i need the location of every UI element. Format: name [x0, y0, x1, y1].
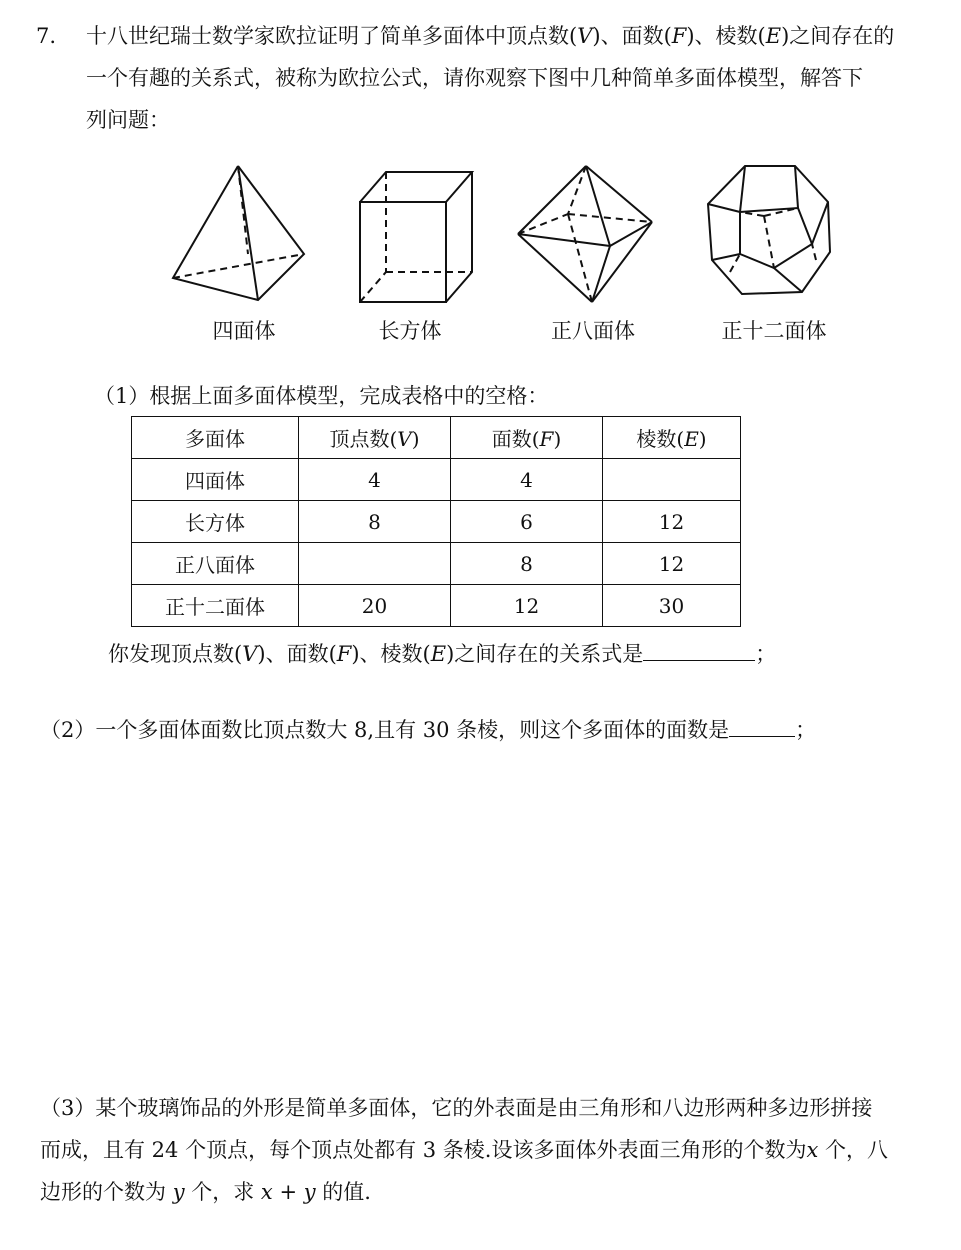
intro-line-2: 一个有趣的关系式，被称为欧拉公式，请你观察下图中几种简单多面体模型，解答下 [86, 66, 863, 90]
figure-label-octahedron: 正八面体 [551, 319, 635, 343]
intro-line-3: 列问题： [86, 108, 170, 132]
header-edges: 棱数(E) [603, 417, 741, 459]
cell-name: 正十二面体 [132, 585, 299, 627]
question-number: 7. [36, 24, 57, 48]
cell-name: 四面体 [132, 459, 299, 501]
cell-name: 长方体 [132, 501, 299, 543]
cell-name: 正八面体 [132, 543, 299, 585]
cell-edges: 30 [603, 585, 741, 627]
dodecahedron-icon [700, 156, 840, 304]
cell-faces: 4 [451, 459, 603, 501]
figure-label-dodecahedron: 正十二面体 [721, 319, 827, 343]
cell-edges-blank[interactable] [603, 459, 741, 501]
intro-line-1: 十八世纪瑞士数学家欧拉证明了简单多面体中顶点数(V)、面数(F)、棱数(E)之间存在的 [86, 24, 895, 48]
cell-faces: 8 [451, 543, 603, 585]
cell-vertices-blank[interactable] [299, 543, 451, 585]
table-header-row [132, 417, 741, 459]
table-row [132, 585, 741, 627]
table-row [132, 459, 741, 501]
cell-edges: 12 [603, 543, 741, 585]
part2-question: （2）一个多面体面数比顶点数大 8,且有 30 条棱，则这个多面体的面数是 ； [40, 718, 817, 742]
part1-relation: 你发现顶点数(V)、面数(F)、棱数(E)之间存在的关系式是 ； [108, 642, 777, 666]
cuboid-icon [354, 166, 480, 306]
header-faces: 面数(F) [451, 417, 603, 459]
figure-label-tetrahedron: 四面体 [212, 319, 276, 343]
header-vertices: 顶点数(V) [299, 417, 451, 459]
face-count-answer-blank[interactable] [729, 716, 795, 737]
cell-vertices: 8 [299, 501, 451, 543]
part3-line-2: 而成，且有 24 个顶点，每个顶点处都有 3 条棱.设该多面体外表面三角形的个数为x 个，八 [40, 1138, 888, 1162]
octahedron-icon [512, 162, 658, 306]
cell-edges: 12 [603, 501, 741, 543]
relation-answer-blank[interactable] [643, 640, 755, 661]
header-polyhedron: 多面体 [132, 417, 299, 459]
cell-vertices: 4 [299, 459, 451, 501]
table-row [132, 501, 741, 543]
cell-vertices: 20 [299, 585, 451, 627]
tetrahedron-icon [168, 160, 310, 305]
table-row [132, 543, 741, 585]
cell-faces: 12 [451, 585, 603, 627]
part1-prompt: （1）根据上面多面体模型，完成表格中的空格： [94, 384, 549, 408]
part3-line-1: （3）某个玻璃饰品的外形是简单多面体，它的外表面是由三角形和八边形两种多边形拼接 [40, 1096, 873, 1120]
polyhedra-table [131, 416, 741, 627]
figure-label-cuboid: 长方体 [378, 319, 442, 343]
part3-line-3: 边形的个数为 y 个，求 x + y 的值. [40, 1180, 371, 1204]
cell-faces: 6 [451, 501, 603, 543]
